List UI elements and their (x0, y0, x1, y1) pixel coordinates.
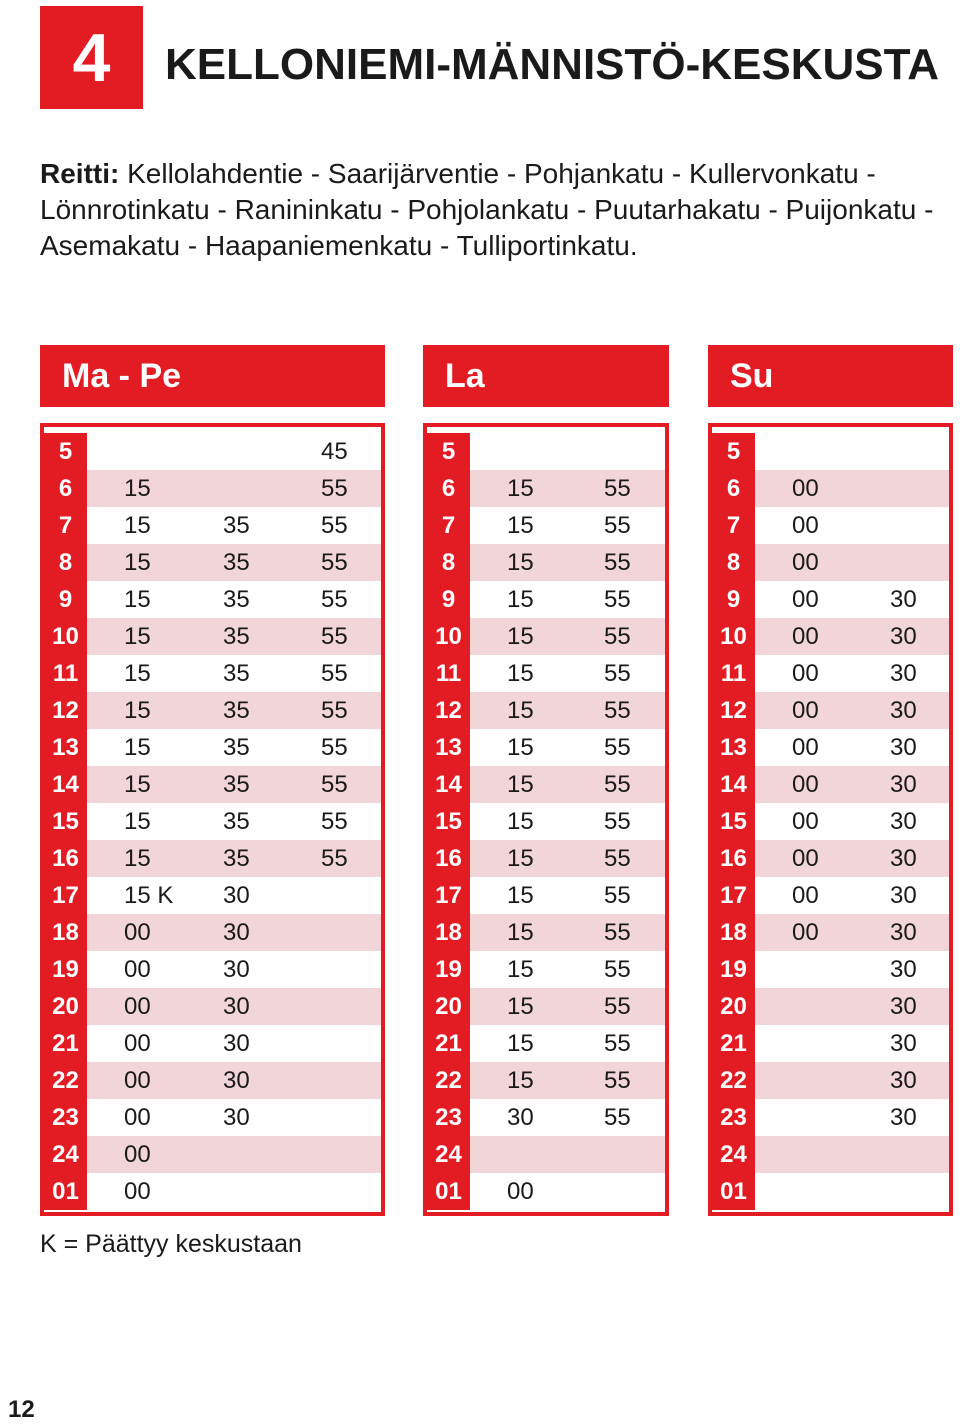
minute-cell: 30 (223, 1104, 250, 1131)
minute-cell: 15 (507, 993, 534, 1020)
table-row (427, 544, 665, 581)
table-row (712, 766, 949, 803)
hour-cell: 21 (712, 1025, 755, 1062)
table-row (427, 1062, 665, 1099)
table-row (712, 507, 949, 544)
minute-cell: 35 (223, 623, 250, 650)
minute-cell: 00 (792, 882, 819, 909)
hour-cell: 10 (427, 618, 470, 655)
hour-cell: 01 (427, 1173, 470, 1210)
minute-cell: 15 (124, 734, 151, 761)
minute-cell: 00 (124, 956, 151, 983)
table-header: Ma - Pe (40, 345, 385, 407)
route-number-badge: 4 (40, 6, 143, 109)
table-row (712, 840, 949, 877)
hour-cell: 22 (427, 1062, 470, 1099)
table-row (712, 655, 949, 692)
minute-cell: 35 (223, 586, 250, 613)
hour-cell: 16 (712, 840, 755, 877)
table-row (427, 1136, 665, 1173)
table-row (44, 618, 381, 655)
minute-cell: 35 (223, 697, 250, 724)
table-row (712, 1099, 949, 1136)
hour-cell: 7 (44, 507, 87, 544)
table-row (44, 544, 381, 581)
footnote: K = Päättyy keskustaan (40, 1230, 302, 1258)
hour-cell: 24 (712, 1136, 755, 1173)
minute-cell: 00 (124, 1067, 151, 1094)
hour-cell: 21 (427, 1025, 470, 1062)
minute-cell: 00 (792, 845, 819, 872)
minute-cell: 55 (321, 660, 348, 687)
minute-cell: 55 (604, 956, 631, 983)
minute-cell: 35 (223, 549, 250, 576)
hour-cell: 11 (44, 655, 87, 692)
hour-cell: 16 (44, 840, 87, 877)
hour-cell: 5 (44, 433, 87, 470)
minute-cell: 15 (507, 660, 534, 687)
table-header: La (423, 345, 669, 407)
hour-cell: 9 (712, 581, 755, 618)
page-title: KELLONIEMI-MÄNNISTÖ-KESKUSTA (165, 40, 940, 89)
route-label: Reitti: (40, 158, 120, 189)
table-row (44, 1062, 381, 1099)
hour-cell: 15 (427, 803, 470, 840)
table-row (712, 729, 949, 766)
table-row (427, 729, 665, 766)
hour-cell: 19 (712, 951, 755, 988)
minute-cell: 55 (604, 845, 631, 872)
minute-cell: 30 (223, 919, 250, 946)
table-row (427, 877, 665, 914)
hour-cell: 19 (427, 951, 470, 988)
hour-cell: 24 (427, 1136, 470, 1173)
hour-cell: 18 (427, 914, 470, 951)
table-row (427, 914, 665, 951)
minute-cell: 35 (223, 808, 250, 835)
minute-cell: 00 (792, 512, 819, 539)
hour-cell: 01 (712, 1173, 755, 1210)
minute-cell: 30 (890, 586, 917, 613)
hour-cell: 23 (44, 1099, 87, 1136)
minute-cell: 30 (890, 660, 917, 687)
table-row (44, 803, 381, 840)
minute-cell: 30 (223, 882, 250, 909)
table-row (44, 877, 381, 914)
minute-cell: 55 (321, 697, 348, 724)
table-row (712, 877, 949, 914)
page-number: 12 (8, 1396, 35, 1423)
minute-cell: 15 (507, 697, 534, 724)
table-row (44, 507, 381, 544)
minute-cell: 15 (507, 919, 534, 946)
table-row (712, 1136, 949, 1173)
minute-cell: 55 (321, 512, 348, 539)
table-row (44, 433, 381, 470)
minute-cell: 35 (223, 512, 250, 539)
minute-cell: 55 (321, 549, 348, 576)
hour-cell: 6 (44, 470, 87, 507)
table-row (427, 766, 665, 803)
table-row (712, 433, 949, 470)
hour-cell: 20 (427, 988, 470, 1025)
table-row (712, 988, 949, 1025)
minute-cell: 15 (507, 808, 534, 835)
minute-cell: 00 (792, 734, 819, 761)
minute-cell: 15 (124, 845, 151, 872)
minute-cell: 30 (223, 993, 250, 1020)
table-row (427, 1025, 665, 1062)
minute-cell: 45 (321, 438, 348, 465)
minute-cell: 30 (223, 1067, 250, 1094)
hour-cell: 13 (712, 729, 755, 766)
minute-cell: 30 (507, 1104, 534, 1131)
table-row (44, 1099, 381, 1136)
minute-cell: 15 (507, 956, 534, 983)
minute-cell: 35 (223, 845, 250, 872)
minute-cell: 30 (890, 1030, 917, 1057)
hour-cell: 10 (44, 618, 87, 655)
table-row (427, 618, 665, 655)
minute-cell: 00 (792, 623, 819, 650)
hour-cell: 8 (712, 544, 755, 581)
minute-cell: 30 (890, 993, 917, 1020)
hour-cell: 7 (712, 507, 755, 544)
hour-cell: 23 (427, 1099, 470, 1136)
table-row (712, 618, 949, 655)
hour-cell: 7 (427, 507, 470, 544)
hour-cell: 17 (712, 877, 755, 914)
minute-cell: 55 (321, 734, 348, 761)
hour-cell: 13 (427, 729, 470, 766)
table-row (712, 1025, 949, 1062)
table-row (44, 1136, 381, 1173)
minute-cell: 55 (604, 660, 631, 687)
table-row (712, 692, 949, 729)
minute-cell: 35 (223, 660, 250, 687)
minute-cell: 15 (507, 734, 534, 761)
minute-cell: 00 (792, 660, 819, 687)
minute-cell: 55 (604, 919, 631, 946)
table-row (427, 1099, 665, 1136)
table-row (427, 470, 665, 507)
minute-cell: 30 (890, 882, 917, 909)
minute-cell: 15 (507, 549, 534, 576)
hour-cell: 15 (712, 803, 755, 840)
minute-cell: 55 (604, 808, 631, 835)
minute-cell: 15 (507, 1067, 534, 1094)
table-row (712, 951, 949, 988)
minute-cell: 55 (604, 512, 631, 539)
table-body (40, 423, 385, 1216)
hour-cell: 6 (427, 470, 470, 507)
minute-cell: 55 (604, 1030, 631, 1057)
hour-cell: 14 (712, 766, 755, 803)
hour-cell: 17 (427, 877, 470, 914)
table-row (44, 1173, 381, 1210)
minute-cell: 00 (792, 549, 819, 576)
minute-cell: 15 (124, 623, 151, 650)
minute-cell: 15 (507, 586, 534, 613)
hour-cell: 19 (44, 951, 87, 988)
table-row (44, 581, 381, 618)
minute-cell: 00 (124, 1178, 151, 1205)
minute-cell: 30 (890, 845, 917, 872)
minute-cell: 55 (321, 623, 348, 650)
hour-cell: 22 (44, 1062, 87, 1099)
minute-cell: 55 (321, 808, 348, 835)
table-row (712, 914, 949, 951)
table-row (712, 803, 949, 840)
route-streets: Kellolahdentie - Saarijärventie - Pohjankatu - Kullervonkatu - Lönnrotinkatu - Ranininkatu - Pohjolankatu - Puutarhakatu - Puijonkatu - Asemakatu - Haapaniemenkatu - Tulliportinkatu. (40, 158, 934, 261)
minute-cell: 15 (507, 512, 534, 539)
minute-cell: 15 (507, 623, 534, 650)
table-row (44, 692, 381, 729)
minute-cell: 15 (124, 697, 151, 724)
minute-cell: 30 (890, 1104, 917, 1131)
minute-cell: 00 (124, 1030, 151, 1057)
minute-cell: 55 (321, 475, 348, 502)
minute-cell: 00 (792, 808, 819, 835)
hour-cell: 8 (44, 544, 87, 581)
table-row (427, 581, 665, 618)
table-row (712, 1173, 949, 1210)
hour-cell: 16 (427, 840, 470, 877)
table-row (712, 581, 949, 618)
table-row (44, 470, 381, 507)
table-row (427, 692, 665, 729)
minute-cell: 00 (792, 919, 819, 946)
minute-cell: 00 (792, 475, 819, 502)
minute-cell: 55 (604, 882, 631, 909)
minute-cell: 15 (507, 845, 534, 872)
hour-cell: 9 (427, 581, 470, 618)
hour-cell: 8 (427, 544, 470, 581)
minute-cell: 15 K (124, 882, 174, 909)
hour-cell: 5 (712, 433, 755, 470)
table-row (44, 655, 381, 692)
table-row (427, 433, 665, 470)
timetable-saturday (423, 345, 669, 1216)
minute-cell: 15 (507, 882, 534, 909)
table-row (427, 507, 665, 544)
minute-cell: 00 (124, 919, 151, 946)
table-row (427, 655, 665, 692)
minute-cell: 30 (890, 919, 917, 946)
hour-cell: 17 (44, 877, 87, 914)
hour-cell: 11 (712, 655, 755, 692)
minute-cell: 00 (792, 586, 819, 613)
minute-cell: 00 (507, 1178, 534, 1205)
hour-cell: 9 (44, 581, 87, 618)
table-row (44, 914, 381, 951)
hour-cell: 20 (44, 988, 87, 1025)
hour-cell: 13 (44, 729, 87, 766)
minute-cell: 35 (223, 734, 250, 761)
minute-cell: 30 (890, 808, 917, 835)
hour-cell: 14 (427, 766, 470, 803)
hour-cell: 18 (712, 914, 755, 951)
minute-cell: 30 (890, 956, 917, 983)
table-row (44, 766, 381, 803)
table-row (712, 544, 949, 581)
minute-cell: 15 (124, 512, 151, 539)
minute-cell: 30 (890, 623, 917, 650)
table-row (44, 1025, 381, 1062)
minute-cell: 00 (124, 993, 151, 1020)
minute-cell: 00 (124, 1104, 151, 1131)
table-row (44, 951, 381, 988)
table-row (427, 951, 665, 988)
minute-cell: 00 (792, 771, 819, 798)
table-row (427, 803, 665, 840)
hour-cell: 20 (712, 988, 755, 1025)
timetable-sunday (708, 345, 953, 1216)
table-row (44, 840, 381, 877)
minute-cell: 30 (890, 734, 917, 761)
minute-cell: 15 (124, 808, 151, 835)
minute-cell: 00 (124, 1141, 151, 1168)
minute-cell: 55 (604, 1067, 631, 1094)
hour-cell: 21 (44, 1025, 87, 1062)
hour-cell: 12 (44, 692, 87, 729)
hour-cell: 12 (712, 692, 755, 729)
minute-cell: 55 (604, 1104, 631, 1131)
hour-cell: 15 (44, 803, 87, 840)
minute-cell: 15 (507, 1030, 534, 1057)
minute-cell: 15 (124, 549, 151, 576)
minute-cell: 55 (604, 549, 631, 576)
minute-cell: 15 (507, 771, 534, 798)
hour-cell: 22 (712, 1062, 755, 1099)
minute-cell: 55 (604, 771, 631, 798)
table-row (44, 988, 381, 1025)
table-body (708, 423, 953, 1216)
timetable-weekdays (40, 345, 385, 1216)
minute-cell: 55 (604, 623, 631, 650)
hour-cell: 24 (44, 1136, 87, 1173)
hour-cell: 23 (712, 1099, 755, 1136)
table-row (712, 1062, 949, 1099)
minute-cell: 30 (890, 697, 917, 724)
minute-cell: 55 (604, 475, 631, 502)
table-row (427, 988, 665, 1025)
hour-cell: 5 (427, 433, 470, 470)
hour-cell: 01 (44, 1173, 87, 1210)
table-row (712, 470, 949, 507)
minute-cell: 35 (223, 771, 250, 798)
minute-cell: 30 (223, 956, 250, 983)
minute-cell: 15 (124, 660, 151, 687)
minute-cell: 55 (604, 586, 631, 613)
minute-cell: 55 (321, 586, 348, 613)
minute-cell: 15 (507, 475, 534, 502)
minute-cell: 00 (792, 697, 819, 724)
table-row (427, 840, 665, 877)
table-row (427, 1173, 665, 1210)
hour-cell: 12 (427, 692, 470, 729)
minute-cell: 15 (124, 586, 151, 613)
hour-cell: 10 (712, 618, 755, 655)
minute-cell: 55 (604, 697, 631, 724)
minute-cell: 15 (124, 475, 151, 502)
hour-cell: 11 (427, 655, 470, 692)
hour-cell: 6 (712, 470, 755, 507)
table-body (423, 423, 669, 1216)
minute-cell: 15 (124, 771, 151, 798)
minute-cell: 55 (604, 993, 631, 1020)
route-description (40, 156, 940, 264)
table-header: Su (708, 345, 953, 407)
hour-cell: 14 (44, 766, 87, 803)
minute-cell: 55 (604, 734, 631, 761)
minute-cell: 55 (321, 771, 348, 798)
minute-cell: 30 (890, 1067, 917, 1094)
hour-cell: 18 (44, 914, 87, 951)
minute-cell: 30 (890, 771, 917, 798)
minute-cell: 55 (321, 845, 348, 872)
table-row (44, 729, 381, 766)
minute-cell: 30 (223, 1030, 250, 1057)
